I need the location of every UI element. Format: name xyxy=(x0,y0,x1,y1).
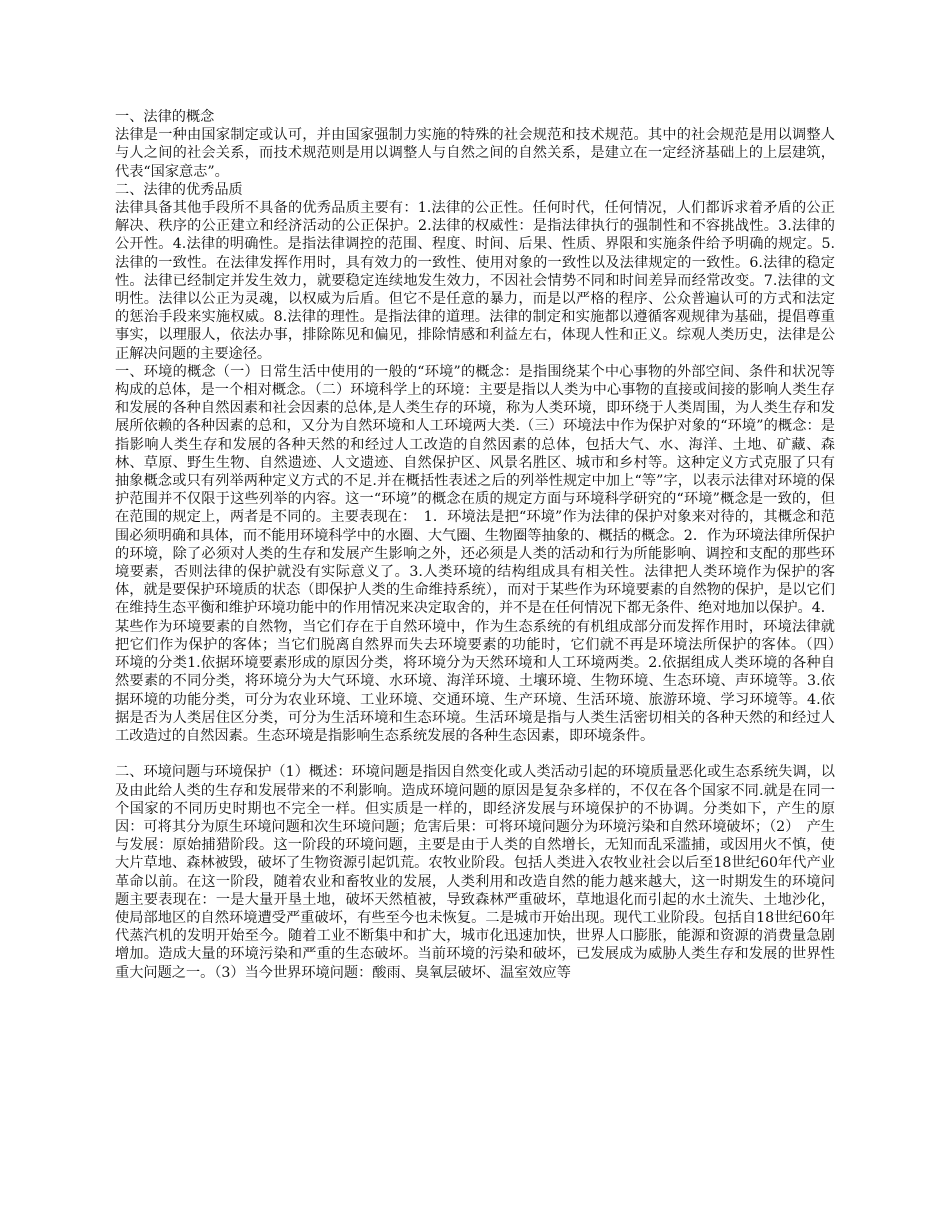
paragraph-law-definition: 法律是一种由国家制定或认可，并由国家强制力实施的特殊的社会规范和技术规范。其中的社会规范是用以调整人与人之间的社会关系，而技术规范则是用以调整人与自然之间的自然关系，是建立在一定经济基础上的上层建筑，代表“国家意志”。 xyxy=(115,127,835,180)
document-body xyxy=(115,108,850,982)
paragraph-environment-concept: 一、环境的概念（一）日常生活中使用的一般的“环境”的概念：是指围绕某个中心事物的外部空间、条件和状况等构成的总体，是一个相对概念。（二）环境科学上的环境：主要是指以人类为中心事物的直接或间接的影响人类生存和发展的各种自然因素和社会因素的总体,是人类生存的环境，称为人类环境，即环绕于人类周围，为人类生存和发展所依赖的各种因素的总和，又分为自然环境和人工环境两大类.（三）环境法中作为保护对象的“环境”的概念：是指影响人类生存和发展的各种天然的和经过人工改造的自然因素的总体，包括大气、水、海洋、土地、矿藏、森林、草原、野生生物、自然遗迹、人文遗迹、自然保护区、风景名胜区、城市和乡村等。这种定义方式克服了只有抽象概念或只有列举两种定义方式的不足.并在概括性表述之后的列举性规定中加上“等”字，以表示法律对环境的保护范围并不仅限于这些列举的内容。这一“环境”的概念在质的规定方面与环境科学研究的“环境”概念是一致的，但在范围的规定上，两者是不同的。主要表现在： 1．环境法是把“环境”作为法律的保护对象来对待的，其概念和范围必须明确和具体，而不能用环境科学中的水圈、大气圈、生物圈等抽象的、概括的概念。2．作为环境法律所保护的环境，除了必须对人类的生存和发展产生影响之外，还必须是人类的活动和行为所能影响、调控和支配的那些环境要素，否则法律的保护就没有实际意义了。3.人类环境的结构组成具有相关性。法律把人类环境作为保护的客体，就是要保护环境质的状态（即保护人类的生命维持系统），而对于某些作为环境要素的自然物的保护，是以它们在维持生态平衡和维护环境功能中的作用情况来决定取舍的，并不是在任何情况下都无条件、绝对地加以保护。4．某些作为环境要素的自然物，当它们存在于自然环境中，作为生态系统的有机组成部分而发挥作用时，环境法律就把它们作为保护的客体；当它们脱离自然界而失去环境要素的功能时，它们就不再是环境法所保护的客体。（四） 环境的分类1.依据环境要素形成的原因分类，将环境分为天然环境和人工环境两类。2.依据组成人类环境的各种自然要素的不同分类，将环境分为大气环境、水环境、海洋环境、土壤环境、生物环境、生态环境、声环境等。3.依据环境的功能分类，可分为农业环境、工业环境、交通环境、生产环境、生活环境、旅游环境、学习环境等。4.依据是否为人类居住区分类，可分为生活环境和生态环境。生活环境是指与人类生活密切相关的各种天然的和经过人工改造过的自然因素。生态环境是指影响生态系统发展的各种生态因素，即环境条件。 xyxy=(115,363,850,744)
section-heading-law-concept: 一、法律的概念 xyxy=(115,109,215,125)
section-heading-law-qualities: 二、法律的优秀品质 xyxy=(115,181,243,198)
paragraph-law-qualities: 法律具备其他手段所不具备的优秀品质主要有：1.法律的公正性。任何时代，任何情况，人们都诉求着矛盾的公正解决、秩序的公正建立和经济活动的公正保护。2.法律的权威性：是指法律执行的强制性和不容挑战性。3.法律的公开性。4.法律的明确性。是指法律调控的范围、程度、时间、后果、性质、界限和实施条件给予明确的规定。5.法律的一致性。在法律发挥作用时，具有效力的一致性、使用对象的一致性以及法律规定的一致性。6.法律的稳定性。法律已经制定并发生效力，就要稳定连续地发生效力，不因社会情势不同和时间差异而经常改变。7.法律的文明性。法律以公正为灵魂，以权威为后盾。但它不是任意的暴力，而是以严格的程序、公众普遍认可的方式和法定的惩治手段来实施权威。8.法律的理性。是指法律的道理。法律的制定和实施都以遵循客观规律为基础，提倡尊重事实，以理服人，依法办事，排除陈见和偏见，排除情感和利益左右，体现人性和正义。综观人类历史，法律是公正解决问题的主要途径。 xyxy=(115,200,835,362)
paragraph-environmental-problems: 二、环境问题与环境保护（1）概述：环境问题是指因自然变化或人类活动引起的环境质量恶化或生态系统失调，以及由此给人类的生存和发展带来的不利影响。造成环境问题的原因是复杂多样的，不仅在各个国家不同.就是在同一个国家的不同历史时期也不完全一样。但实质是一样的，即经济发展与环境保护的不协调。分类如下，产生的原因：可将其分为原生环境问题和次生环境问题；危害后果：可将环境问题分为环境污染和自然环境破坏；（2） 产生与发展：原始捕猎阶段。这一阶段的环境问题，主要是由于人类的自然增长，无知而乱采滥捕，或因用火不慎，使大片草地、森林被毁，破坏了生物资源引起饥荒。农牧业阶段。包括人类进入农牧业社会以后至18世纪60年代产业革命以前。在这一阶段，随着农业和畜牧业的发展，人类利用和改造自然的能力越来越大，这一时期发生的环境问题主要表现在：一是大量开垦土地，破坏天然植被，导致森林严重破坏，草地退化而引起的水土流失、土地沙化，使局部地区的自然环境遭受严重破坏，有些至今也未恢复。二是城市开始出现。现代工业阶段。包括自18世纪60年代蒸汽机的发明开始至今。随着工业不断集中和扩大，城市化迅速加快，世界人口膨胀，能源和资源的消费量急剧增加。造成大量的环境污染和严重的生态破坏。当前环境的污染和破坏，已发展成为威胁人类生存和发展的世界性重大问题之一。（3）当今世界环境问题：酸雨、臭氧层破坏、温室效应等 xyxy=(115,764,835,981)
paragraph-spacer xyxy=(115,745,835,763)
